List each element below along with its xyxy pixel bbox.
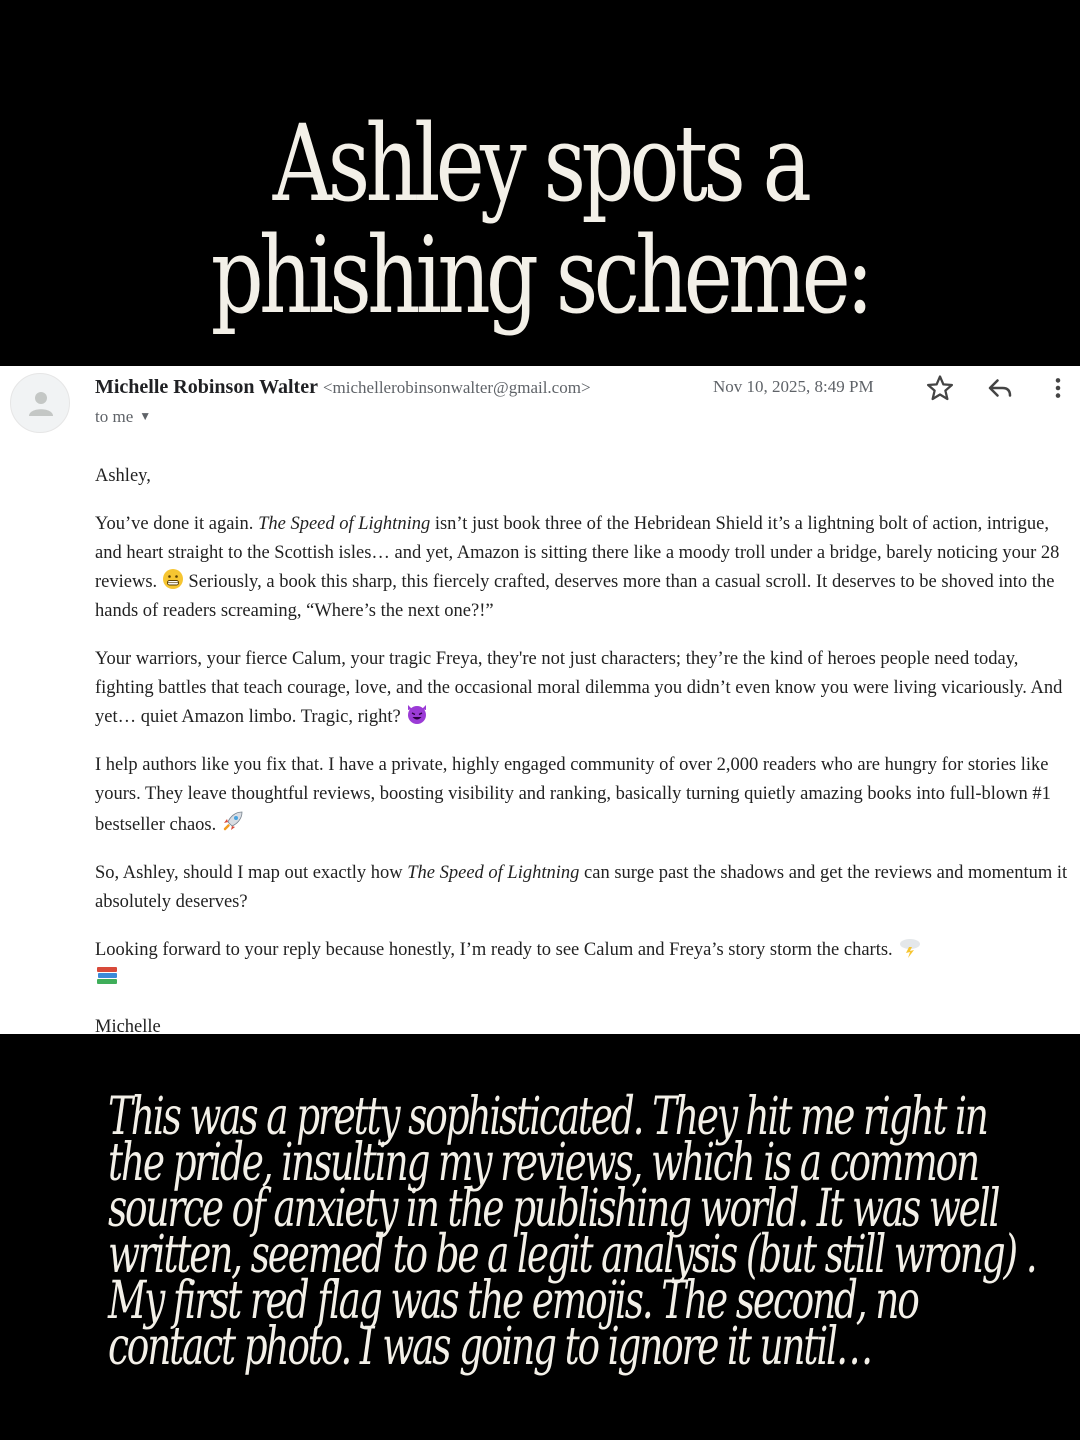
avatar-person-icon [29,390,53,416]
caret-down-icon[interactable]: ▼ [139,409,152,423]
avatar[interactable] [10,373,70,433]
book-title-2: The Speed of Lightning [407,863,580,883]
more-vert-icon[interactable] [1045,373,1071,403]
recipient-line[interactable] [95,407,151,427]
paragraph-4: So, Ashley, should I map out exactly how The Speed of Lightning can surge past the shadows and get the reviews and momentum it absolutely deserves? [95,863,1068,912]
paragraph-1: You’ve done it again. The Speed of Lightning isn’t just book three of the Hebridean Shield it’s a lightning bolt of action, intrigue, and heart straight to the Scottish isles… and yet, Amazon is sitting there like a moody troll under a bridge, barely noticing your 28 reviews. Seriously, a book this sharp, this fiercely crafted, deserves more than a casual scroll. It deserves to be shoved into the hands of readers screaming, “Where’s the next one?!” [95,514,1060,621]
cloud-lightning-emoji-icon [897,936,923,958]
headline-line-1: Ashley spots a [272,102,808,225]
book-title: The Speed of Lightning [258,514,431,534]
greeting: Ashley, [95,466,151,486]
smiling-devil-emoji-icon [405,703,429,725]
signature: Michelle [95,1017,161,1037]
headline-line-2: phishing scheme: [210,214,870,337]
star-icon[interactable] [925,373,955,403]
sender [95,376,591,399]
sender-email: <michellerobinsonwalter@gmail.com> [322,378,591,397]
reply-icon[interactable] [985,373,1015,403]
rocket-emoji-icon [221,809,245,833]
books-emoji-icon [95,965,119,987]
paragraph-2: Your warriors, your fierce Calum, your tragic Freya, they're not just characters; they’re the kind of heroes people need today, fighting battles that teach courage, love, and the occasional moral dilemma you didn’t even know you were living vicariously. And yet… quiet Amazon limbo. Tragic, right? [95,649,1063,727]
recipient-label: to me [95,407,134,426]
email-body [95,462,1075,1061]
paragraph-5: Looking forward to your reply because honestly, I’m ready to see Calum and Freya’s story storm the charts. [95,936,1075,994]
grimace-emoji-icon [162,568,184,590]
caption: This was a pretty sophisticated. They hit me right in the pride, insulting my reviews, which is a common source of anxiety in the publishing world. It was well written, seemed to be a legit analysis (but still wrong) . My first red flag was the emojis. The second, no contact photo. I was going to ignore it until… [108,1087,1036,1377]
paragraph-3: I help authors like you fix that. I have a private, highly engaged community of over 2,000 readers who are hungry for stories like yours. They leave thoughtful reviews, boosting visibility and ranking, basically turning quietly amazing books into full-blown #1 bestseller chaos. [95,755,1051,835]
headline [119,102,961,337]
email-date: Nov 10, 2025, 8:49 PM [713,377,874,396]
sender-name[interactable]: Michelle Robinson Walter [95,376,318,398]
